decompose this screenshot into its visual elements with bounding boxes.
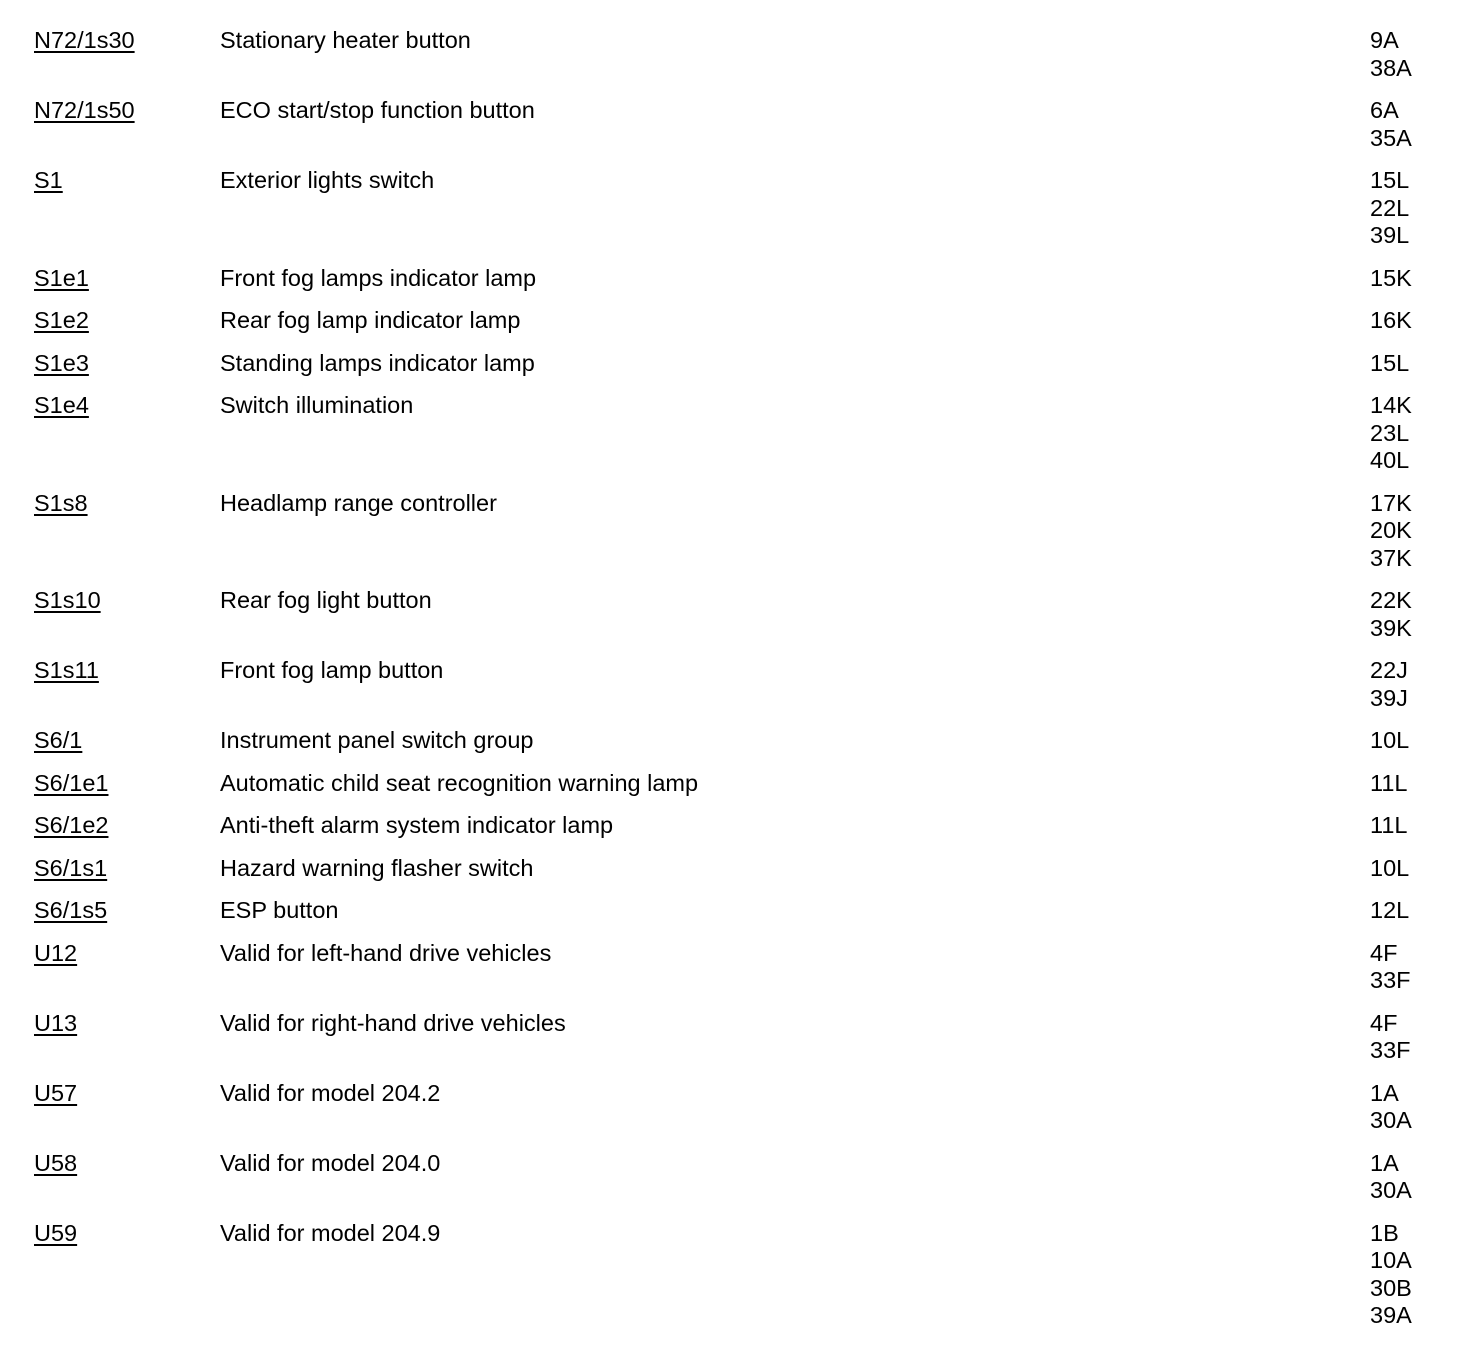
grid-reference: 15L [1370,349,1410,376]
grid-reference: 12L [1370,897,1410,923]
grid-reference-list [1370,265,1460,293]
component-description: Instrument panel switch group [220,727,534,753]
component-code-link[interactable]: U13 [34,1009,78,1036]
legend-row [0,392,1472,475]
grid-reference: 6A [1370,97,1399,123]
legend-row [0,27,1472,82]
grid-reference: 33F [1370,967,1411,993]
grid-reference: 38A [1370,54,1412,81]
legend-row [0,1220,1472,1330]
grid-reference-list [1370,27,1460,82]
component-description: Valid for model 204.9 [220,1219,441,1246]
component-description: Standing lamps indicator lamp [220,349,535,376]
component-legend [0,27,1472,1345]
legend-row [0,1150,1472,1205]
grid-reference: 14K [1370,392,1412,418]
legend-row [0,770,1472,798]
component-description: Hazard warning flasher switch [220,854,534,881]
grid-reference-list [1370,392,1460,475]
grid-reference: 11L [1370,812,1408,838]
legend-row [0,727,1472,755]
component-description: Valid for model 204.0 [220,1149,441,1176]
component-description: Anti-theft alarm system indicator lamp [220,812,614,838]
grid-reference-list [1370,855,1460,883]
legend-row [0,1080,1472,1135]
grid-reference-list [1370,812,1460,840]
component-code-link[interactable]: S1e3 [34,349,89,376]
grid-reference: 22J [1370,657,1408,683]
grid-reference: 17K [1370,489,1412,516]
component-code-link[interactable]: S1s11 [34,657,99,683]
component-code-link[interactable]: S1s8 [34,489,88,516]
component-description: ESP button [220,897,339,923]
component-description: Rear fog light button [220,587,432,613]
component-description: Stationary heater button [220,27,471,53]
legend-row [0,587,1472,642]
component-code-link[interactable]: S1 [34,167,63,193]
grid-reference-list [1370,897,1460,925]
component-code-link[interactable]: U58 [34,1149,78,1176]
legend-row [0,657,1472,712]
grid-reference-list [1370,350,1460,378]
component-description: Valid for model 204.2 [220,1079,441,1106]
grid-reference: 23L [1370,419,1410,446]
legend-row [0,350,1472,378]
component-code-link[interactable]: S6/1 [34,727,83,753]
component-code-link[interactable]: U12 [34,939,78,966]
grid-reference-list [1370,727,1460,755]
grid-reference-list [1370,167,1460,250]
legend-row [0,167,1472,250]
grid-reference: 9A [1370,27,1399,53]
grid-reference-list [1370,587,1460,642]
legend-row [0,265,1472,293]
grid-reference: 30B [1370,1274,1412,1301]
grid-reference: 40L [1370,447,1410,473]
legend-row [0,855,1472,883]
grid-reference: 30A [1370,1177,1412,1203]
grid-reference: 1B [1370,1219,1399,1246]
grid-reference: 39L [1370,222,1410,248]
grid-reference: 30A [1370,1107,1412,1133]
legend-row [0,307,1472,335]
grid-reference-list [1370,940,1460,995]
grid-reference-list [1370,1010,1460,1065]
component-code-link[interactable]: S6/1e2 [34,812,109,838]
grid-reference: 10L [1370,854,1410,881]
component-code-link[interactable]: N72/1s50 [34,97,135,123]
grid-reference: 15L [1370,167,1410,193]
grid-reference-list [1370,1150,1460,1205]
legend-row [0,490,1472,573]
component-code-link[interactable]: S6/1s1 [34,854,108,881]
grid-reference: 39A [1370,1302,1412,1328]
grid-reference: 10A [1370,1247,1412,1273]
component-description: Automatic child seat recognition warning lamp [220,769,699,796]
grid-reference: 39K [1370,614,1412,641]
component-code-link[interactable]: S1e2 [34,307,89,333]
grid-reference: 1A [1370,1079,1399,1106]
grid-reference: 16K [1370,307,1412,333]
grid-reference-list [1370,307,1460,335]
component-code-link[interactable]: U57 [34,1079,78,1106]
grid-reference: 39J [1370,684,1408,711]
grid-reference: 37K [1370,544,1412,571]
component-code-link[interactable]: S1e4 [34,392,89,418]
grid-reference-list [1370,490,1460,573]
legend-row [0,812,1472,840]
component-description: Valid for left-hand drive vehicles [220,939,552,966]
grid-reference: 1A [1370,1149,1399,1176]
component-description: Front fog lamp button [220,657,444,683]
component-description: Exterior lights switch [220,167,435,193]
component-description: ECO start/stop function button [220,97,535,123]
legend-row [0,897,1472,925]
grid-reference: 35A [1370,124,1412,151]
component-code-link[interactable]: N72/1s30 [34,27,135,53]
component-code-link[interactable]: U59 [34,1219,78,1246]
grid-reference-list [1370,97,1460,152]
grid-reference: 22K [1370,587,1412,613]
component-description: Valid for right-hand drive vehicles [220,1009,566,1036]
component-description: Rear fog lamp indicator lamp [220,307,521,333]
grid-reference: 10L [1370,727,1410,753]
component-description: Switch illumination [220,392,414,418]
legend-row [0,1010,1472,1065]
grid-reference: 20K [1370,517,1412,543]
grid-reference: 4F [1370,939,1398,966]
grid-reference-list [1370,1220,1460,1330]
grid-reference: 4F [1370,1009,1398,1036]
grid-reference: 33F [1370,1037,1411,1063]
component-description: Front fog lamps indicator lamp [220,264,537,291]
legend-row [0,940,1472,995]
component-code-link[interactable]: S6/1s5 [34,897,108,923]
component-description: Headlamp range controller [220,489,497,516]
grid-reference-list [1370,770,1460,798]
grid-reference: 15K [1370,264,1412,291]
grid-reference: 11L [1370,769,1408,796]
component-code-link[interactable]: S1s10 [34,587,101,613]
grid-reference: 22L [1370,194,1410,221]
grid-reference-list [1370,657,1460,712]
grid-reference-list [1370,1080,1460,1135]
component-code-link[interactable]: S1e1 [34,264,89,291]
legend-row [0,97,1472,152]
component-code-link[interactable]: S6/1e1 [34,769,109,796]
